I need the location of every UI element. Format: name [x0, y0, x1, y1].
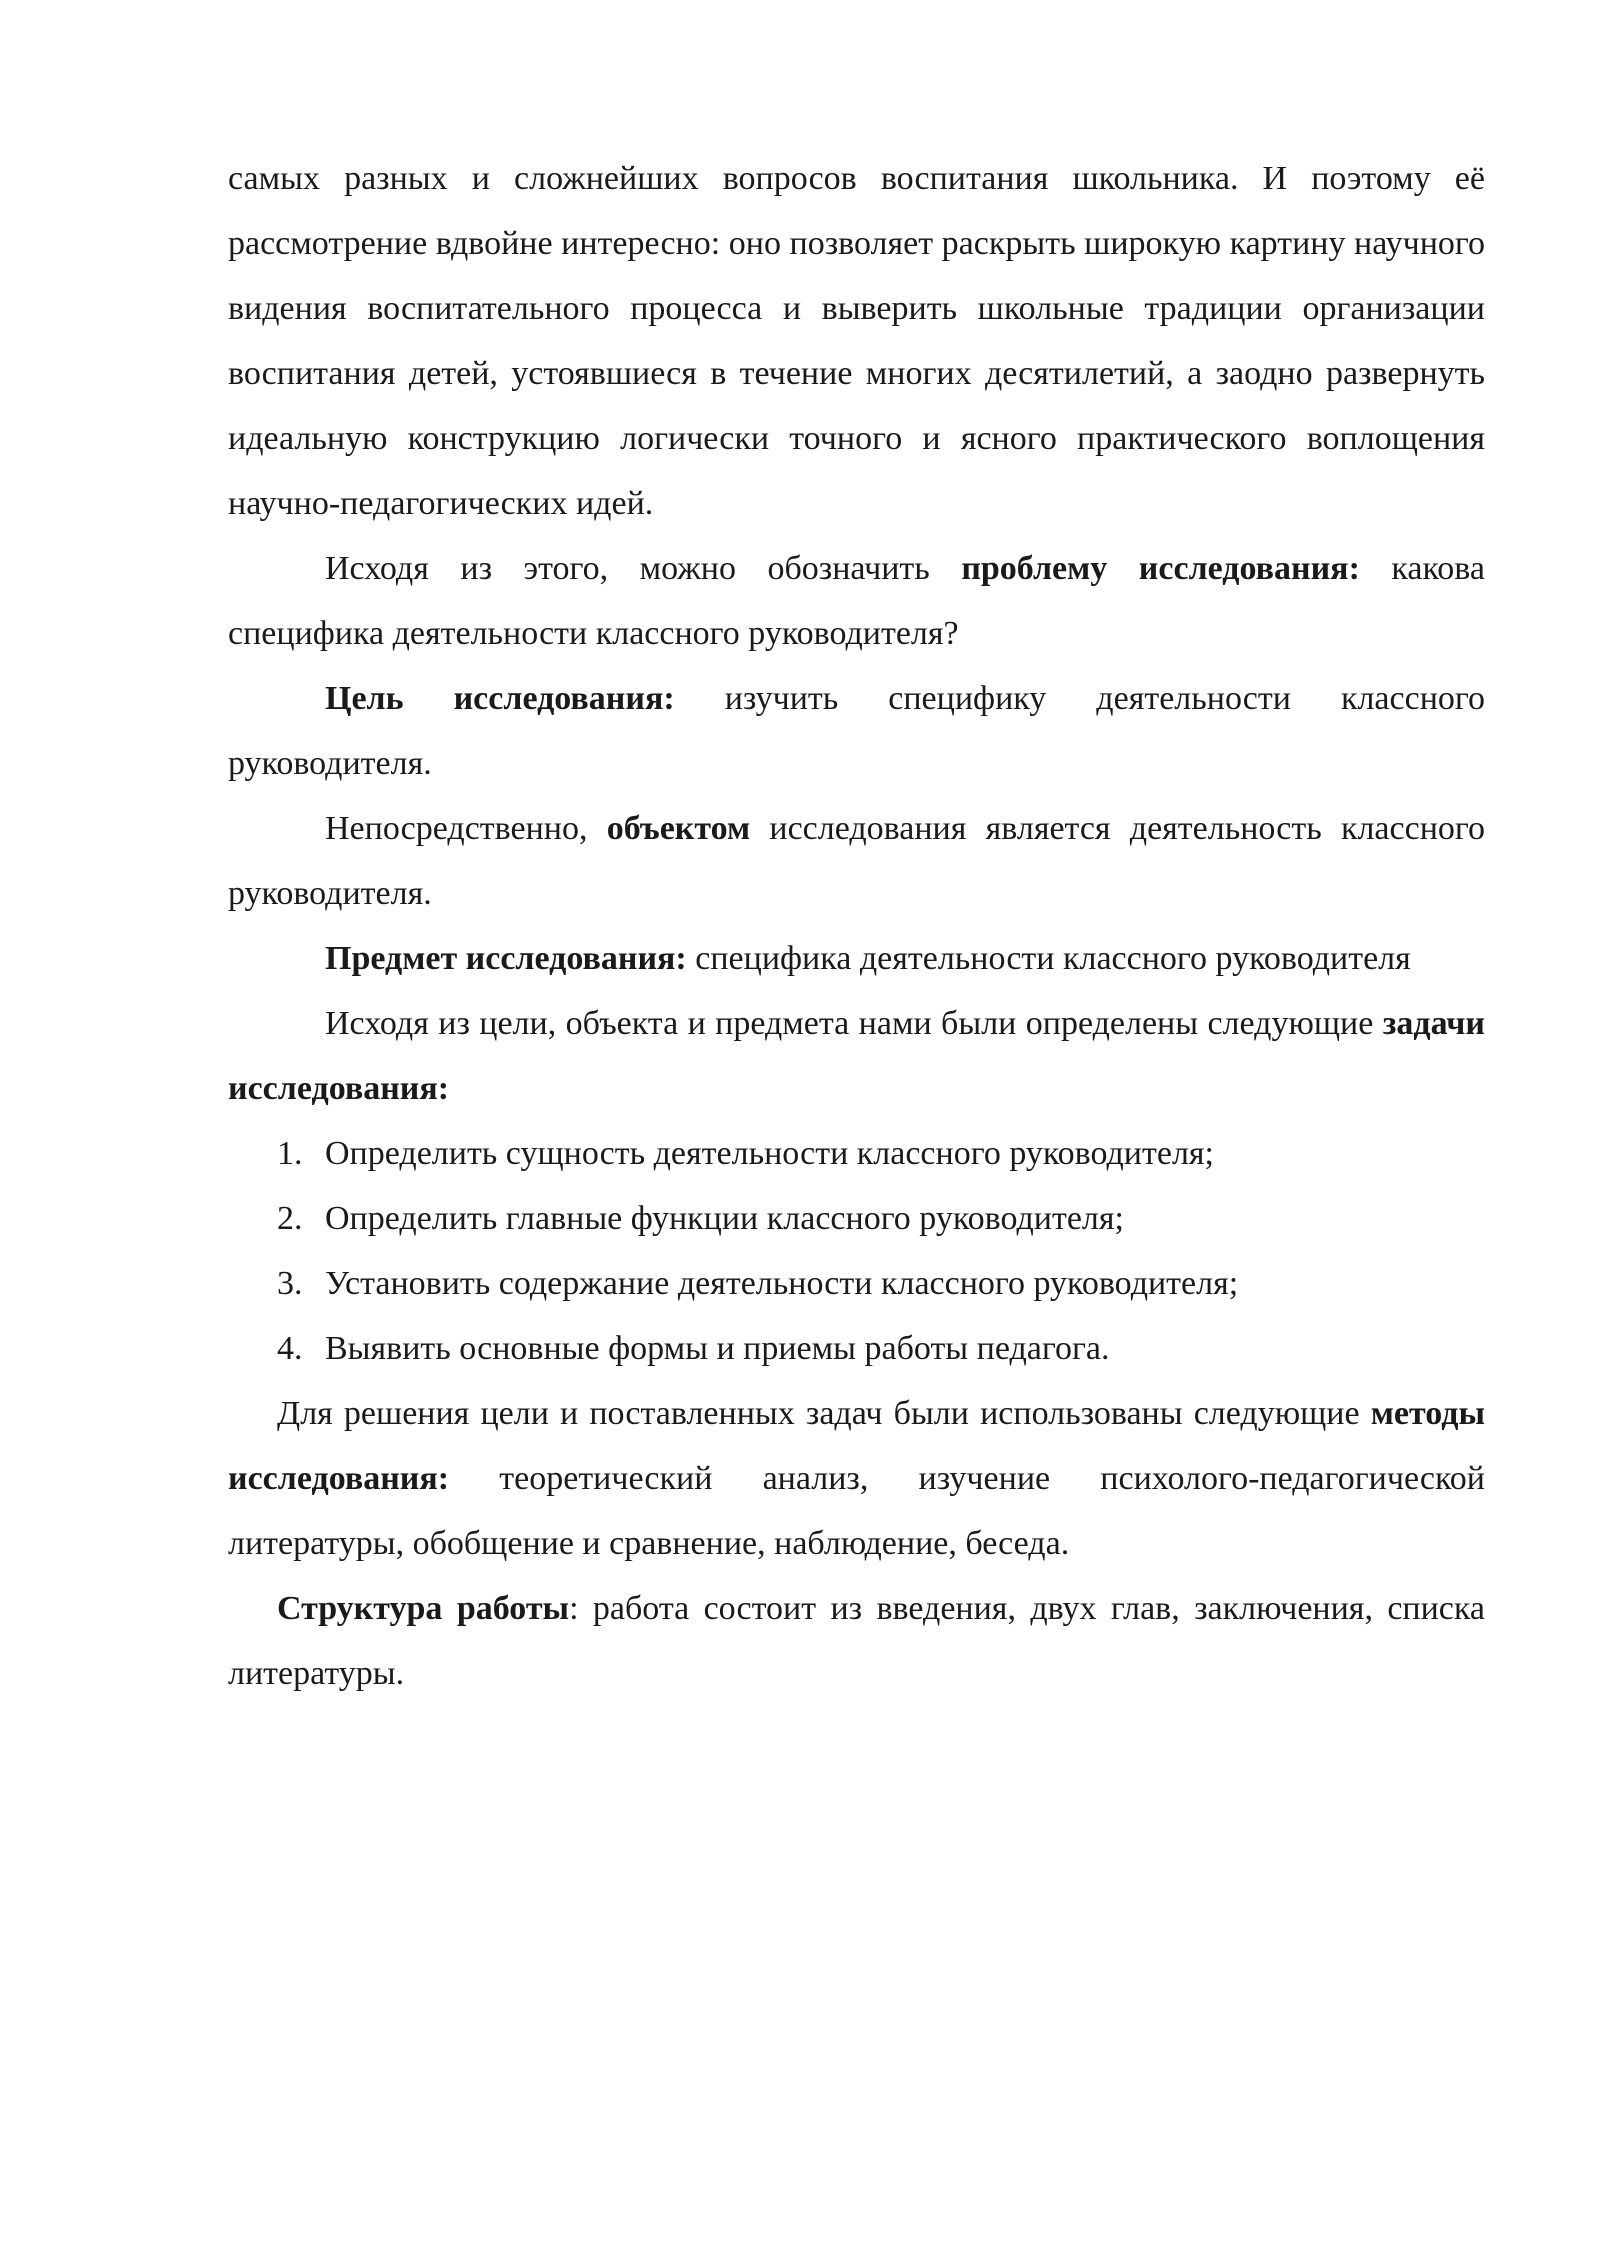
- paragraph-intro: [228, 146, 1485, 536]
- object-text: исследования является деятельность классного руководителя.: [228, 810, 1485, 912]
- list-item-number: 3.: [277, 1265, 303, 1302]
- paragraph-methods: [228, 1381, 1485, 1576]
- goal-heading: Цель исследования:: [325, 680, 675, 717]
- list-item: [228, 1316, 1485, 1381]
- list-item: [228, 1121, 1485, 1186]
- tasks-list: [228, 1121, 1485, 1381]
- problem-heading: проблему исследования:: [961, 550, 1360, 587]
- list-item: [228, 1186, 1485, 1251]
- list-item: [228, 1251, 1485, 1316]
- problem-text: какова специфика деятельности классного руководителя?: [228, 550, 1485, 652]
- object-lead-text: Непосредственно,: [325, 810, 607, 847]
- goal-text: изучить специфику деятельности классного руководителя.: [228, 680, 1485, 782]
- list-item-number: 2.: [277, 1200, 303, 1237]
- subject-text: специфика деятельности классного руководителя: [686, 940, 1411, 977]
- methods-lead-text: Для решения цели и поставленных задач были использованы следующие: [277, 1395, 1371, 1432]
- paragraph-object: [228, 796, 1485, 926]
- paragraph-subject: [228, 926, 1485, 991]
- list-item-text: Установить содержание деятельности классного руководителя;: [325, 1265, 1239, 1302]
- paragraph-problem: [228, 536, 1485, 666]
- paragraph-intro-text: самых разных и сложнейших вопросов воспитания школьника. И поэтому её рассмотрение вдвойне интересно: оно позволяет раскрыть широкую картину научного видения воспитательного процесса и выверить школьные традиции организации воспитания детей, устоявшиеся в течение многих десятилетий, а заодно развернуть идеальную конструкцию логически точного и ясного практического воплощения научно-педагогических идей.: [228, 160, 1485, 522]
- methods-heading: методы исследования:: [228, 1395, 1485, 1497]
- problem-lead-text: Исходя из этого, можно обозначить: [325, 550, 962, 587]
- methods-text: теоретический анализ, изучение психолого-педагогической литературы, обобщение и сравнение, наблюдение, беседа.: [228, 1460, 1485, 1562]
- list-item-number: 4.: [277, 1330, 303, 1367]
- object-heading: объектом: [606, 810, 751, 847]
- tasks-heading: задачи исследования:: [228, 1005, 1485, 1107]
- subject-heading: Предмет исследования:: [325, 940, 687, 977]
- list-item-number: 1.: [277, 1135, 303, 1172]
- list-item-text: Определить главные функции классного руководителя;: [325, 1200, 1124, 1237]
- document-page: [228, 146, 1485, 1706]
- tasks-lead-text: Исходя из цели, объекта и предмета нами были определены следующие: [325, 1005, 1383, 1042]
- list-item-text: Выявить основные формы и приемы работы педагога.: [325, 1330, 1110, 1367]
- structure-heading: Структура работы: [277, 1590, 570, 1627]
- structure-text: : работа состоит из введения, двух глав, заключения, списка литературы.: [228, 1590, 1485, 1692]
- list-item-text: Определить сущность деятельности классного руководителя;: [325, 1135, 1214, 1172]
- paragraph-goal: [228, 666, 1485, 796]
- paragraph-tasks-intro: [228, 991, 1485, 1121]
- paragraph-structure: [228, 1576, 1485, 1706]
